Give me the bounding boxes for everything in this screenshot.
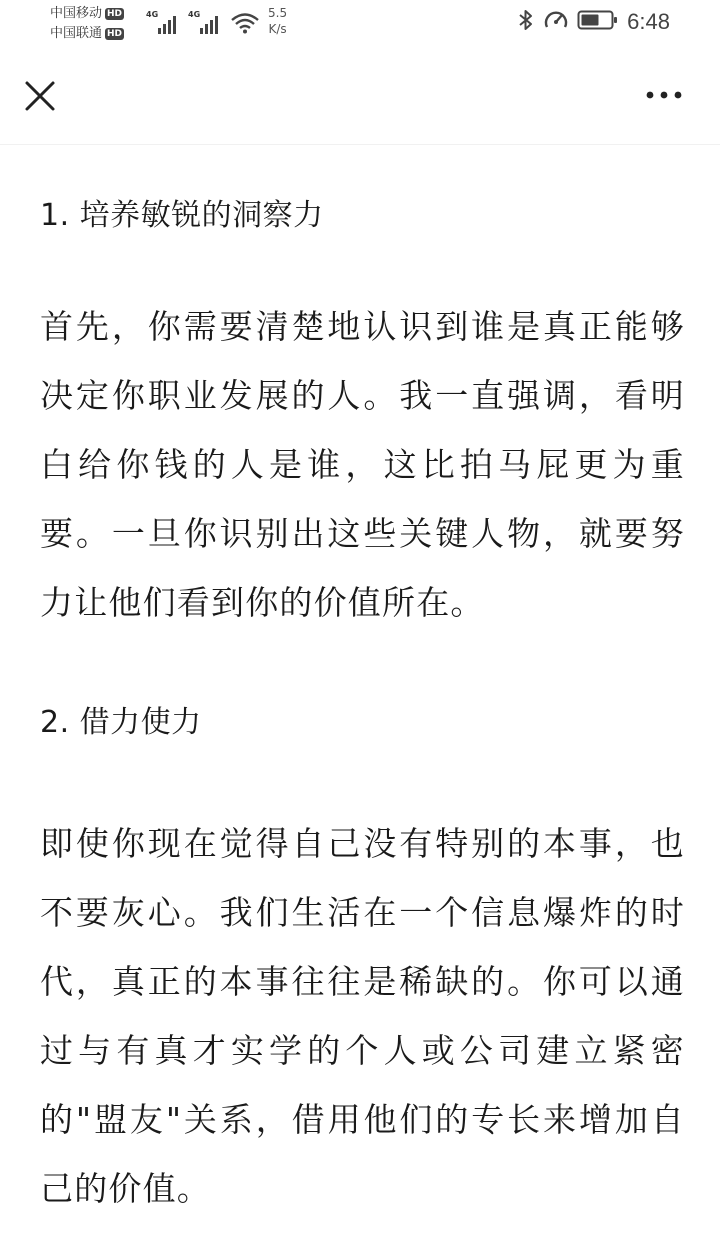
section-1-paragraph: 首先，你需要清楚地认识到谁是真正能够决定你职业发展的人。我一直强调，看明白给你钱的人是谁，这比拍马屁更为重要。一旦你识别出这些关键人物，就要努力让他们看到你的价值所在。: [40, 307, 685, 622]
speed-value: 5.5: [268, 6, 288, 20]
hd-badge: HD: [107, 9, 123, 19]
carrier-1: 中国移动: [50, 6, 103, 21]
network-type-1: 4G: [146, 10, 159, 19]
speed-unit: K/s: [268, 22, 287, 36]
speedometer-icon: [543, 8, 569, 36]
network-type-2: 4G: [188, 10, 201, 19]
network-speed: [268, 5, 287, 37]
more-icon: [644, 80, 684, 110]
signal-1-icon: [146, 12, 184, 38]
carrier-info: [50, 4, 124, 44]
clock: 6:48: [627, 9, 670, 34]
section-2-heading: 2. 借力使力: [40, 705, 202, 740]
article-content: [40, 190, 685, 1223]
carrier-2: 中国联通: [50, 26, 103, 41]
battery-icon: [577, 8, 619, 36]
section-1-heading: 1. 培养敏锐的洞察力: [40, 198, 324, 233]
status-bar: [0, 0, 720, 50]
more-options-button[interactable]: [644, 80, 684, 110]
hd-badge: HD: [107, 29, 123, 39]
close-icon: [20, 76, 60, 116]
wifi-icon: [230, 12, 260, 38]
close-button[interactable]: [20, 76, 60, 116]
signal-2-icon: [188, 12, 226, 38]
section-2-paragraph: 即使你现在觉得自己没有特别的本事，也不要灰心。我们生活在一个信息爆炸的时代，真正的本事往往是稀缺的。你可以通过与有真才实学的个人或公司建立紧密的"盟友"关系，借用他们的专长来增加自己的价值。: [40, 824, 685, 1208]
navigation-bar: [0, 52, 720, 145]
bluetooth-icon: [517, 8, 535, 36]
